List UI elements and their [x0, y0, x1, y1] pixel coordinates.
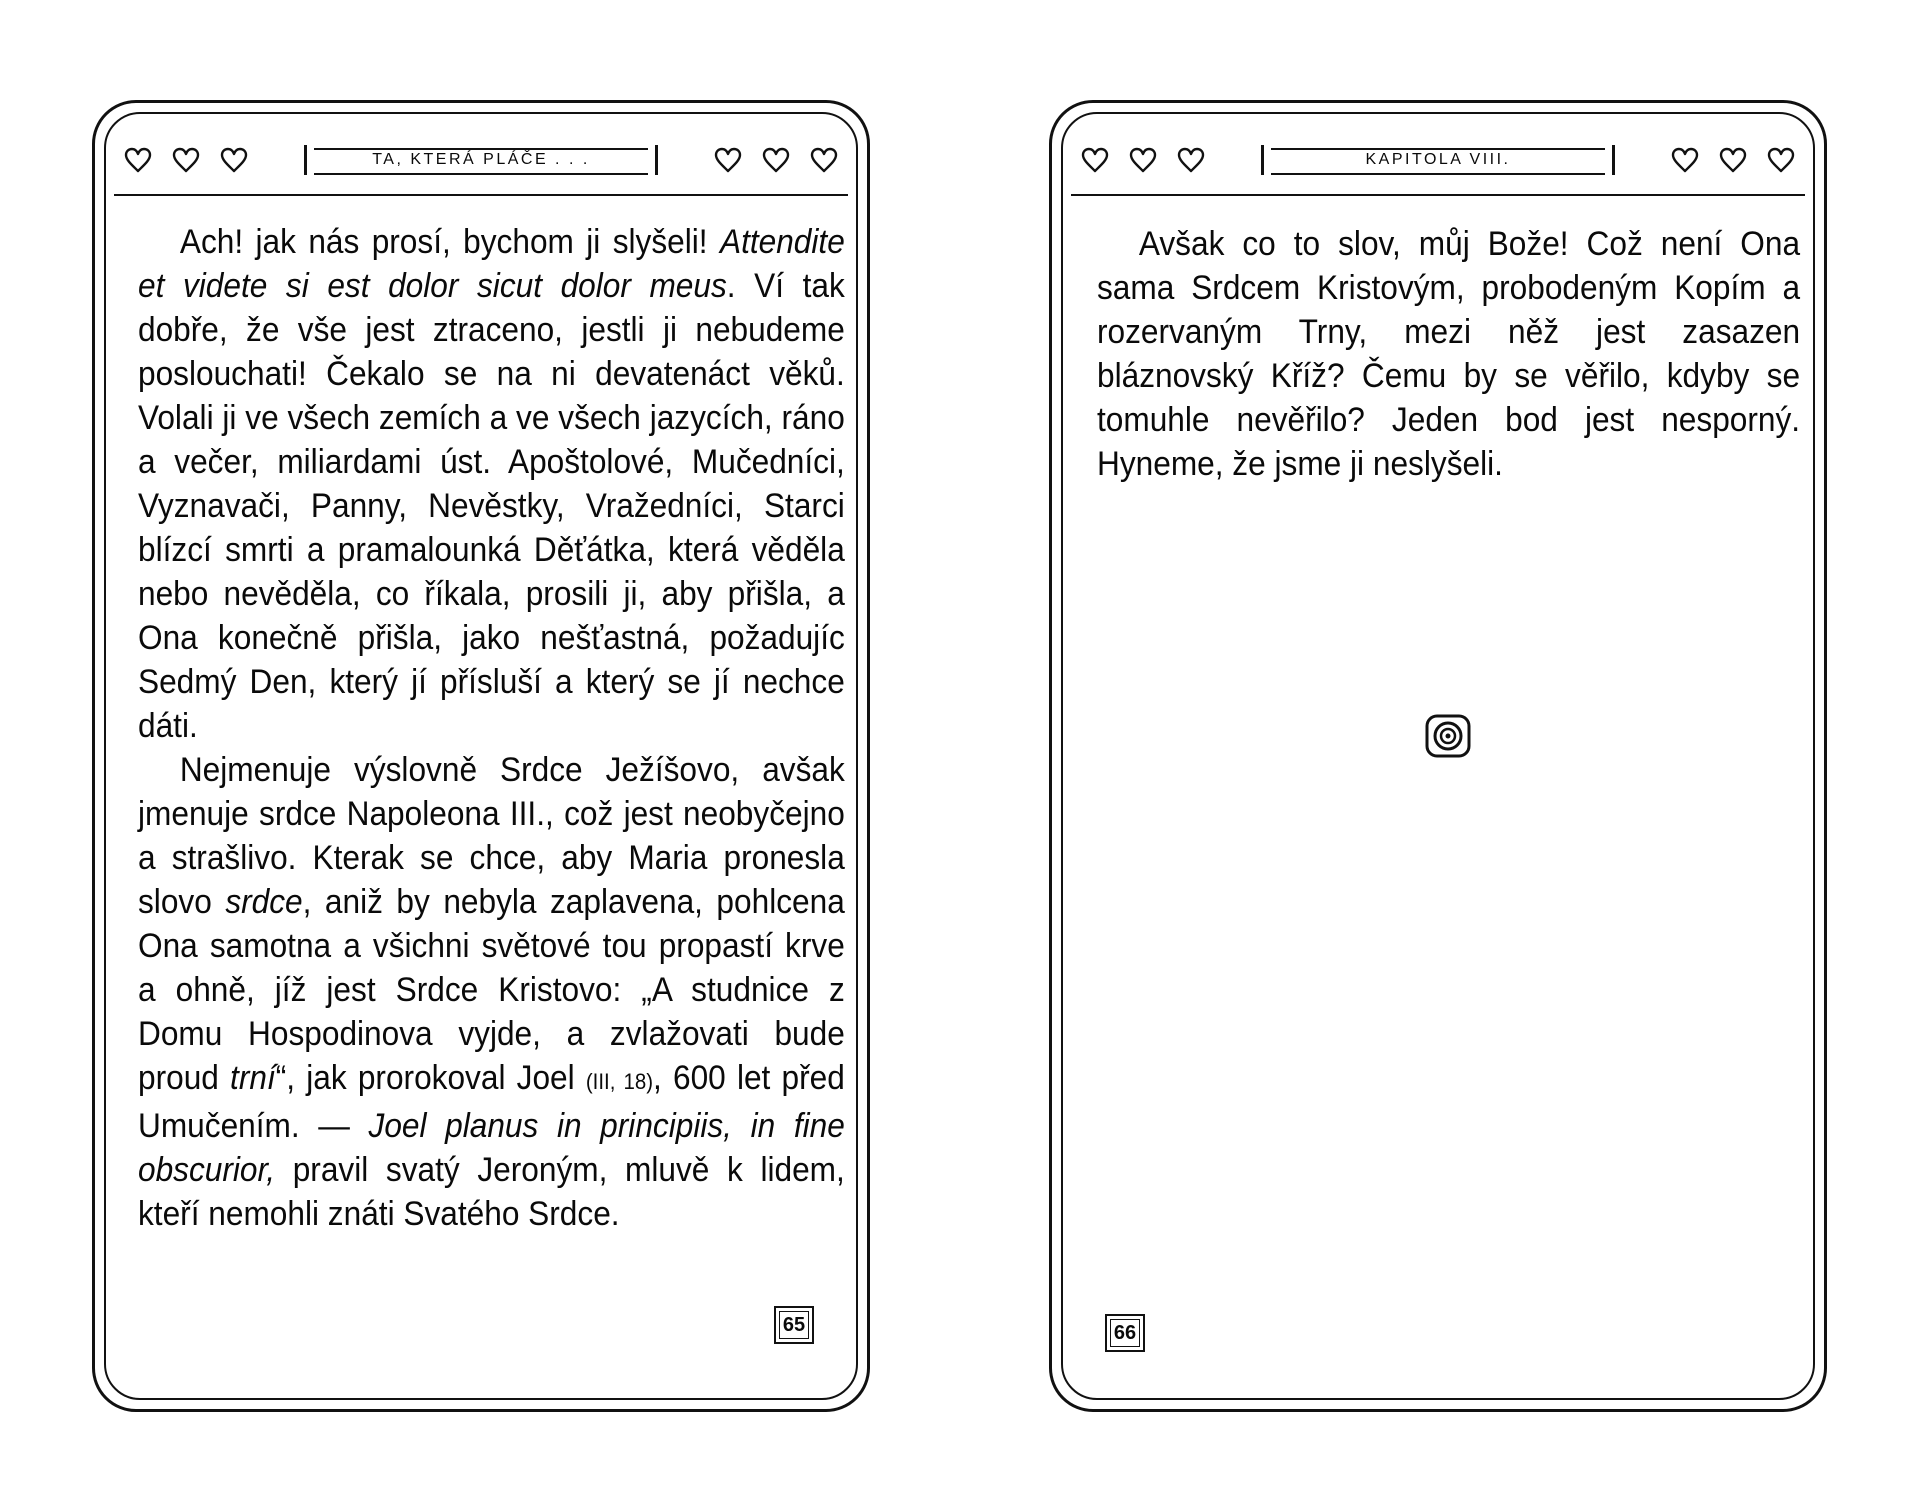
- page-number: 65: [774, 1306, 814, 1344]
- left-header-hearts-end: [714, 147, 838, 173]
- right-page-body: [1097, 222, 1800, 486]
- italic-text: trní: [230, 1059, 276, 1097]
- heart-icon: [220, 147, 248, 173]
- left-page-header: [124, 140, 838, 180]
- chapter-title-box: [1261, 145, 1615, 175]
- heart-icon: [762, 147, 790, 173]
- chapter-title: KAPITOLA VIII.: [1365, 151, 1511, 168]
- header-divider: [114, 194, 848, 196]
- running-title-box: [304, 145, 658, 175]
- heart-icon: [1671, 147, 1699, 173]
- right-header-hearts-start: [1081, 147, 1205, 173]
- italic-text: Joel planus in principiis, in fine obscurior,: [138, 1107, 845, 1189]
- right-page: [1049, 100, 1827, 1412]
- left-page-body: [138, 220, 845, 1236]
- ornament-icon: [1425, 714, 1471, 758]
- body-paragraph: Nejmenuje výslovně Srdce Ježíšovo, avšak jmenuje srdce Napoleona III., což jest neobyčejno a strašlivo. Kterak se chce, aby Maria pronesla slovo srdce, aniž by nebyla zaplavena, pohlcena Ona samotna a všichni světové tou propastí krve a ohně, jíž jest Srdce Kristovo: „A studnice z Domu Hospodinova vyjde, a zvlažovati bude proud trní“, jak prorokoval Joel (III, 18), 600 let před Umučením. — Joel planus in principiis, in fine obscurior, pravil svatý Jeroným, mluvě k lidem, kteří nemohli znáti Svatého Srdce.: [138, 751, 845, 1233]
- italic-text: Attendite et videte si est dolor sicut dolor meus: [138, 223, 845, 305]
- header-divider: [1071, 194, 1805, 196]
- heart-icon: [1129, 147, 1157, 173]
- heart-icon: [1719, 147, 1747, 173]
- right-page-frame: [1061, 112, 1815, 1400]
- left-page-frame: [104, 112, 858, 1400]
- right-header-hearts-end: [1671, 147, 1795, 173]
- left-header-hearts-start: [124, 147, 248, 173]
- heart-icon: [1177, 147, 1205, 173]
- heart-icon: [1081, 147, 1109, 173]
- heart-icon: [810, 147, 838, 173]
- page-number: 66: [1105, 1314, 1145, 1352]
- italic-text: srdce: [225, 883, 303, 921]
- left-page: [92, 100, 870, 1412]
- right-page-header: [1081, 140, 1795, 180]
- heart-icon: [172, 147, 200, 173]
- heart-icon: [1767, 147, 1795, 173]
- body-paragraph: Ach! jak nás prosí, bychom ji slyšeli! Attendite et videte si est dolor sicut dolor meus. Ví tak dobře, že vše jest ztraceno, jestli ji nebudeme poslouchati! Čekalo se na ni devatenáct věků. Volali ji ve všech zemích a ve všech jazycích, ráno a večer, miliardami úst. Apoštolové, Mučedníci, Vyznavači, Panny, Nevěstky, Vražedníci, Starci blízcí smrti a pramalounká Děťátka, která věděla nebo nevěděla, co říkala, prosili ji, aby přišla, a Ona konečně přišla, jako nešťastná, požadujíc Sedmý Den, který jí přísluší a který se jí nechce dáti.: [138, 223, 845, 745]
- verse-reference: (III, 18): [585, 1069, 654, 1094]
- heart-icon: [714, 147, 742, 173]
- running-title: TA, KTERÁ PLÁČE . . .: [372, 151, 590, 168]
- heart-icon: [124, 147, 152, 173]
- body-paragraph: Avšak co to slov, můj Bože! Což není Ona sama Srdcem Kristovým, probodeným Kopím a rozervaným Trny, mezi něž jest zasazen bláznovský Kříž? Čemu by se věřilo, kdyby se tomuhle nevěřilo? Jeden bod jest nesporný. Hyneme, že jsme ji neslyšeli.: [1097, 225, 1801, 483]
